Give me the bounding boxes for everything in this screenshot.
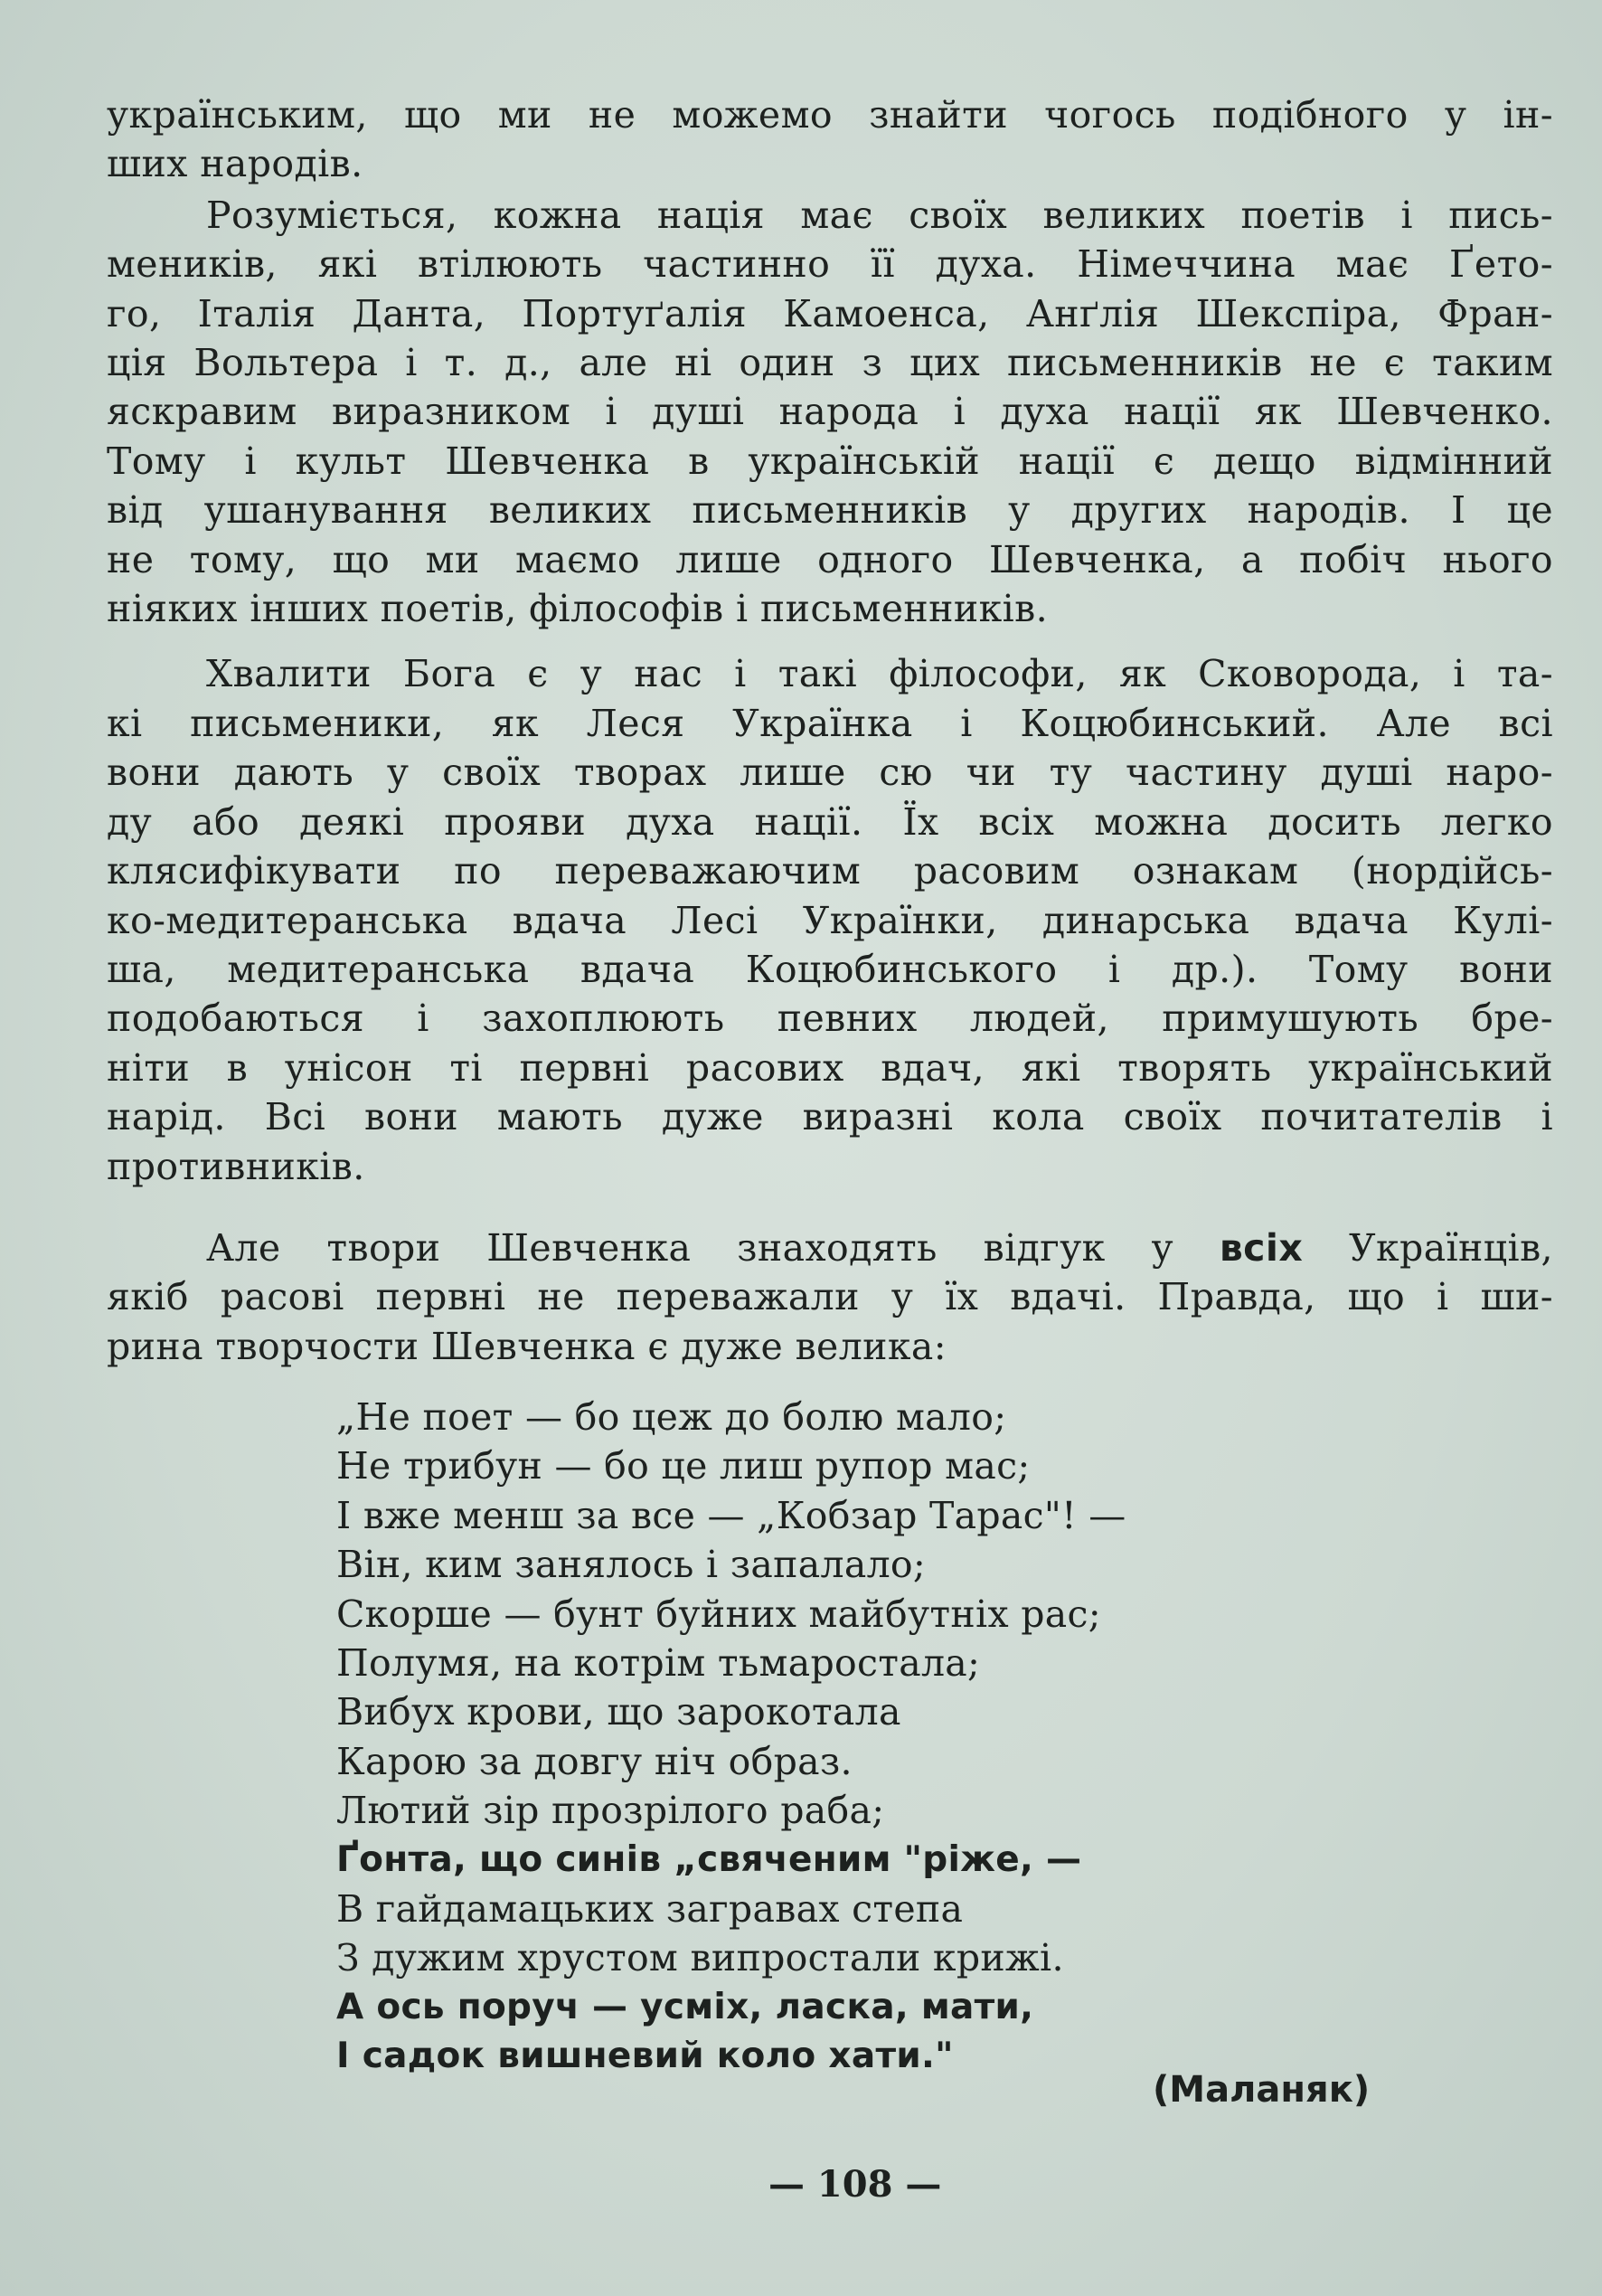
- poem-line: Він, ким занялось і запалало;: [336, 1543, 927, 1587]
- poem-line: Вибух крови, що зарокотала: [336, 1690, 901, 1734]
- text-line: нарід. Всі вони мають дуже виразні кола своїх почитателів і: [107, 1095, 1553, 1139]
- text-line: ших народів.: [107, 142, 363, 186]
- poem-line: З дужим хрустом випростали крижі.: [336, 1936, 1064, 1980]
- poem-line: А ось поруч — усміх, ласка, мати,: [336, 1986, 1034, 2027]
- text-line: рина творчости Шевченка є дуже велика:: [107, 1324, 947, 1368]
- text-line: яскравим виразником і душі народа і духа нації як Шевченко.: [107, 390, 1553, 434]
- poem-line: Полумя, на котрім тьмаростала;: [336, 1641, 981, 1686]
- text-line: українським, що ми не можемо знайти чогось подібного у ін-: [107, 93, 1553, 137]
- poem-author: (Маланяк): [1153, 2069, 1371, 2111]
- text-line: противників.: [107, 1144, 365, 1188]
- text-line: вони дають у своїх творах лише сю чи ту частину душі наро-: [107, 751, 1553, 795]
- page-body: [107, 90, 1553, 1371]
- poem-line: І садок вишневий коло хати.": [336, 2036, 954, 2077]
- text-line: подобаються і захоплюють певних людей, примушують бре-: [107, 997, 1553, 1041]
- text-line: меників, які втілюють частинно її духа. Німеччина має Ґето-: [107, 242, 1553, 287]
- emphasized-word: всіх: [1219, 1225, 1304, 1270]
- text-line: якіб расові первні не переважали у їх вдачі. Правда, що і ши-: [107, 1275, 1553, 1319]
- poem-line: Карою за довгу ніч образ.: [336, 1739, 853, 1783]
- poem-quote: [336, 1393, 1126, 2082]
- text-line: Хвалити Бога є у нас і такі філософи, як Сковорода, і та-: [206, 652, 1553, 696]
- text-line: Але твори Шевченка знаходять відгук у всіх Українців,: [206, 1225, 1553, 1270]
- paragraph: [107, 90, 1553, 189]
- poem-line: І вже менш за все — „Кобзар Тарас"! —: [336, 1493, 1126, 1537]
- poem-line: Не трибун — бо це лиш рупор мас;: [336, 1444, 1031, 1488]
- text-line: ду або деякі прояви духа нації. Їх всіх можна досить легко: [107, 799, 1553, 844]
- text-line: го, Італія Данта, Портуґалія Камоенса, Анґлія Шекспіра, Фран-: [107, 291, 1553, 335]
- paragraph: [107, 649, 1553, 1190]
- paragraph: [107, 1224, 1553, 1371]
- text-line: від ушанування великих письменників у других народів. І це: [107, 488, 1553, 533]
- poem-line: В гайдамацьких загравах степа: [336, 1887, 964, 1932]
- text-line: ша, медитеранська вдача Коцюбинського і др.). Тому вони: [107, 947, 1553, 991]
- text-body: [107, 90, 1553, 1371]
- page-number: — 108 —: [768, 2163, 942, 2206]
- text-line: ніяких інших поетів, філософів і письменників.: [107, 587, 1049, 631]
- text-line: Розуміється, кожна нація має своїх великих поетів і пись-: [206, 193, 1553, 237]
- text-line: ніти в унісон ті первні расових вдач, які творять український: [107, 1045, 1553, 1090]
- text-line: не тому, що ми маємо лише одного Шевченка, а побіч нього: [107, 537, 1553, 581]
- poem-line: Скорше — бунт буйних майбутніх рас;: [336, 1592, 1101, 1636]
- text-line: кі письменики, як Леся Українка і Коцюбинський. Але всі: [107, 701, 1553, 745]
- paragraph: [107, 191, 1553, 634]
- text-line: клясифікувати по переважаючим расовим ознакам (нордійсь-: [107, 849, 1553, 893]
- text-line: ко-медитеранська вдача Лесі Українки, динарська вдача Кулі-: [107, 898, 1553, 942]
- poem-line: Лютий зір прозрілого раба;: [336, 1789, 885, 1833]
- poem-line: „Не поет — бо цеж до болю мало;: [336, 1395, 1007, 1439]
- poem-line: Ґонта, що синів „свяченим "ріже, —: [336, 1838, 1082, 1880]
- text-line: ція Вольтера і т. д., але ні один з цих письменників не є таким: [107, 341, 1553, 385]
- text-line: Тому і культ Шевченка в українській нації є дещо відмінний: [107, 439, 1553, 483]
